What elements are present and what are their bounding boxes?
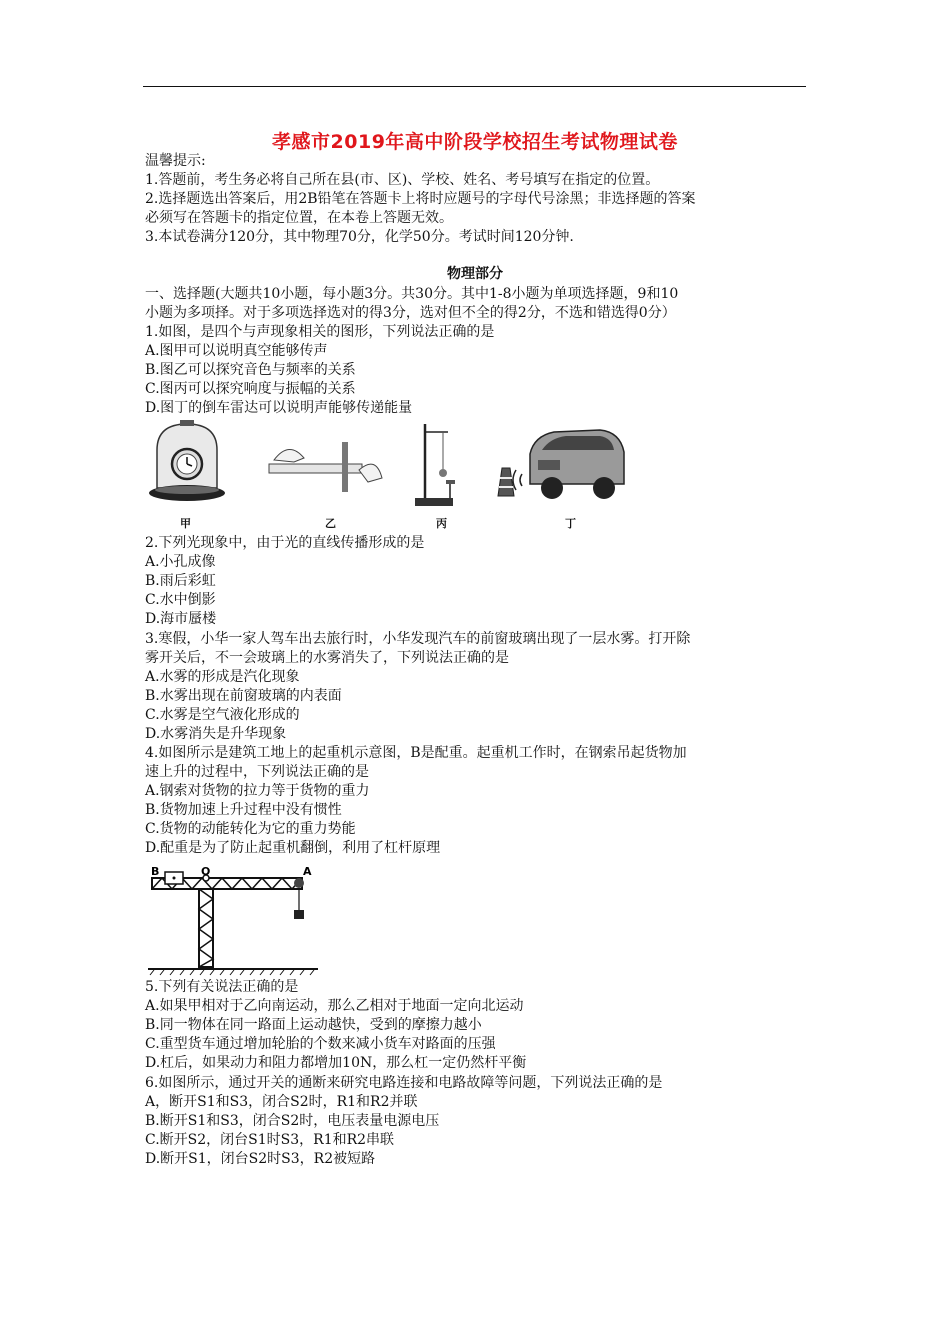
figure-caption: 甲 bbox=[180, 517, 191, 530]
section-intro: 一、选择题(大题共10小题，每小题3分。共30分。其中1-8小题为单项选择题，9和10 bbox=[145, 286, 679, 302]
q4-option-d: D.配重是为了防止起重机翻倒，利用了杠杆原理 bbox=[145, 840, 441, 856]
q4-option-b: B.货物加速上升过程中没有惯性 bbox=[145, 802, 342, 818]
q1-option-a: A.图甲可以说明真空能够传声 bbox=[145, 343, 328, 359]
q6-option-a: A，断开S1和S3，闭合S2时，R1和R2并联 bbox=[145, 1094, 418, 1110]
q4-option-c: C.货物的动能转化为它的重力势能 bbox=[145, 821, 356, 837]
notice-item: 2.选择题选出答案后，用2B铅笔在答题卡上将时应题号的字母代号涂黑；非选择题的答案 bbox=[145, 191, 696, 207]
q5-stem: 5.下列有关说法正确的是 bbox=[145, 979, 299, 995]
ruler-figure bbox=[264, 430, 389, 500]
page-title: 孝感市2019年高中阶段学校招生考试物理试卷 bbox=[272, 131, 678, 153]
q5-option-a: A.如果甲相对于乙向南运动，那么乙相对于地面一定向北运动 bbox=[145, 998, 524, 1014]
q6-stem: 6.如图所示，通过开关的通断来研究电路连接和电路故障等问题，下列说法正确的是 bbox=[145, 1075, 663, 1091]
q2-option-c: C.水中倒影 bbox=[145, 592, 216, 608]
car-radar-figure bbox=[492, 424, 627, 504]
q2-option-d: D.海市蜃楼 bbox=[145, 611, 217, 627]
crane-figure bbox=[148, 862, 328, 977]
q4-stem: 速上升的过程中，下列说法正确的是 bbox=[145, 764, 369, 780]
q4-stem: 4.如图所示是建筑工地上的起重机示意图，B是配重。起重机工作时，在钢索吊起货物加 bbox=[145, 745, 687, 761]
crane-label-o: O bbox=[201, 865, 211, 878]
q1-option-d: D.图丁的倒车雷达可以说明声能够传递能量 bbox=[145, 400, 413, 416]
notice-heading: 温馨提示: bbox=[145, 153, 206, 169]
figure-caption: 丙 bbox=[436, 517, 447, 530]
figure-caption: 丁 bbox=[565, 517, 576, 530]
notice-item: 3.本试卷满分120分，其中物理70分，化学50分。考试时间120分钟. bbox=[145, 229, 574, 245]
q3-option-d: D.水雾消失是升华现象 bbox=[145, 726, 287, 742]
q6-option-c: C.断开S2，闭台S1时S3，R1和R2串联 bbox=[145, 1132, 395, 1148]
q6-option-b: B.断开S1和S3，闭合S2时，电压表量电源电压 bbox=[145, 1113, 440, 1129]
notice-item: 1.答题前，考生务必将自己所在县(市、区)、学校、姓名、考号填写在指定的位置。 bbox=[145, 172, 660, 188]
crane-label-a: A bbox=[303, 865, 312, 878]
q1-option-c: C.图丙可以探究响度与振幅的关系 bbox=[145, 381, 356, 397]
q4-option-a: A.钢索对货物的拉力等于货物的重力 bbox=[145, 783, 370, 799]
figure-caption: 乙 bbox=[325, 517, 336, 530]
q6-option-d: D.断开S1，闭台S2时S3，R2被短路 bbox=[145, 1151, 376, 1167]
section-intro: 小题为多项择。对于多项选择选对的得3分，选对但不全的得2分，不选和错选得0分） bbox=[145, 305, 676, 321]
q3-option-c: C.水雾是空气液化形成的 bbox=[145, 707, 300, 723]
notice-item: 必须写在答题卡的指定位置，在本卷上答题无效。 bbox=[145, 210, 453, 226]
crane-label-b: B bbox=[151, 865, 160, 878]
q2-option-a: A.小孔成像 bbox=[145, 554, 216, 570]
q5-option-d: D.杠后，如果动力和阻力都增加10N，那么杠一定仍然杆平衡 bbox=[145, 1055, 527, 1071]
q3-stem: 3.寒假，小华一家人驾车出去旅行时，小华发现汽车的前窗玻璃出现了一层水雾。打开除 bbox=[145, 631, 691, 647]
q3-option-a: A.水雾的形成是汽化现象 bbox=[145, 669, 300, 685]
section-title: 物理部分 bbox=[447, 266, 503, 282]
q2-stem: 2.下列光现象中，由于光的直线传播形成的是 bbox=[145, 535, 425, 551]
q5-option-c: C.重型货车通过增加轮胎的个数来减小货车对路面的压强 bbox=[145, 1036, 496, 1052]
q2-option-b: B.雨后彩虹 bbox=[145, 573, 216, 589]
q1-stem: 1.如图，是四个与声现象相关的图形，下列说法正确的是 bbox=[145, 324, 495, 340]
q5-option-b: B.同一物体在同一路面上运动越快，受到的摩擦力越小 bbox=[145, 1017, 482, 1033]
top-rule bbox=[143, 86, 806, 87]
pendulum-stand-figure bbox=[410, 418, 465, 508]
q3-option-b: B.水雾出现在前窗玻璃的内表面 bbox=[145, 688, 342, 704]
q1-option-b: B.图乙可以探究音色与频率的关系 bbox=[145, 362, 356, 378]
q3-stem: 雾开关后，不一会玻璃上的水雾消失了，下列说法正确的是 bbox=[145, 650, 509, 666]
bell-jar-figure bbox=[147, 420, 227, 505]
